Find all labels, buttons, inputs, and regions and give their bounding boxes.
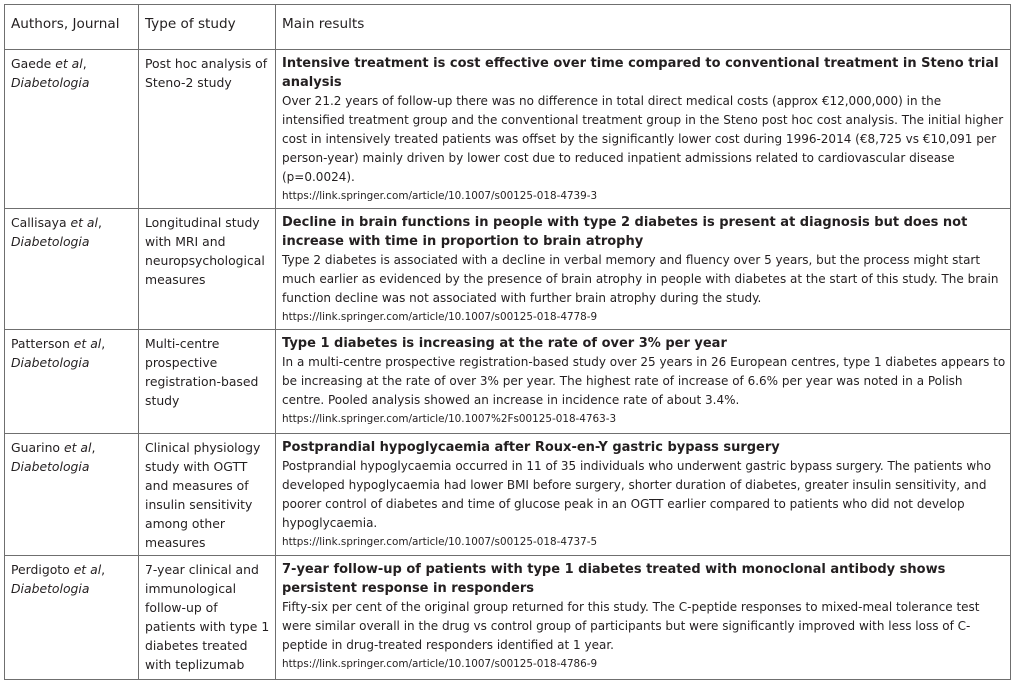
header-authors: Authors, Journal [5, 5, 139, 50]
result-headline: 7-year follow-up of patients with type 1 diabetes treated with monoclonal antibody shows persistent response in responders [282, 562, 946, 596]
article-link[interactable]: https://link.springer.com/article/10.1007%2Fs00125-018-4763-3 [282, 413, 617, 425]
header-row [5, 5, 1011, 50]
table-row [5, 556, 1011, 680]
header-results: Main results [276, 5, 1011, 50]
article-link[interactable]: https://link.springer.com/article/10.1007/s00125-018-4737-5 [282, 536, 598, 548]
results-cell [276, 209, 1011, 330]
study-type-cell: Post hoc analysis of Steno-2 study [139, 50, 276, 209]
et-al: et al [70, 215, 98, 230]
results-cell [276, 556, 1011, 680]
result-body: Postprandial hypoglycaemia occurred in 11 of 35 individuals who underwent gastric bypass surgery. The patients who developed hypoglycaemia had lower BMI before surgery, shorter duration of diabetes, greater insulin sensitivity, and poorer control of diabetes and time of glucose peak in an OGTT earlier compared to patients who did not develop hypoglycaemia. [282, 459, 992, 530]
author-name: Perdigoto [11, 562, 70, 577]
journal-name: Diabetologia [11, 355, 90, 370]
author-name: Guarino [11, 440, 61, 455]
authors-cell [5, 434, 139, 556]
authors-cell [5, 209, 139, 330]
author-name: Gaede [11, 56, 52, 71]
article-link[interactable]: https://link.springer.com/article/10.1007/s00125-018-4778-9 [282, 311, 598, 323]
results-cell [276, 330, 1011, 434]
article-link[interactable]: https://link.springer.com/article/10.1007/s00125-018-4786-9 [282, 658, 598, 670]
et-al: et al [73, 336, 102, 351]
author-comma: , [91, 440, 96, 455]
result-body: Over 21.2 years of follow-up there was no difference in total direct medical costs (approx €12,000,000) in the intensified treatment group and the conventional treatment group in the Steno post hoc cost analysis. The initial higher cost in intensively treated patients was offset by the significantly lower cost during 1996-2014 (€8,725 vs €10,091 per person-year) mainly driven by lower cost due to reduced inpatient admissions related to cardiovascular disease (p=0.0024). [282, 94, 1004, 184]
result-headline: Type 1 diabetes is increasing at the rate of over 3% per year [282, 336, 727, 351]
journal-name: Diabetologia [11, 234, 90, 249]
et-al: et al [55, 56, 83, 71]
journal-name: Diabetologia [11, 75, 90, 90]
authors-cell [5, 50, 139, 209]
journal-name: Diabetologia [11, 581, 90, 596]
author-name: Patterson [11, 336, 70, 351]
author-comma: , [101, 562, 106, 577]
table-row [5, 50, 1011, 209]
et-al: et al [63, 440, 92, 455]
author-comma: , [82, 56, 87, 71]
results-cell [276, 50, 1011, 209]
table-row [5, 434, 1011, 556]
header-type: Type of study [139, 5, 276, 50]
result-headline: Decline in brain functions in people with type 2 diabetes is present at diagnosis but does not increase with time in proportion to brain atrophy [282, 215, 968, 249]
result-body: Type 2 diabetes is associated with a decline in verbal memory and fluency over 5 years, but the process might start much earlier as evidenced by the presence of brain atrophy in people with diabetes at the start of this study. The brain function decline was not associated with further brain atrophy during the study. [282, 253, 999, 305]
authors-cell [5, 556, 139, 680]
table-row [5, 330, 1011, 434]
author-comma: , [101, 336, 106, 351]
study-type-cell: 7-year clinical and immunological follow-up of patients with type 1 diabetes treated with teplizumab [139, 556, 276, 680]
author-comma: , [97, 215, 102, 230]
study-type-cell: Multi-centre prospective registration-based study [139, 330, 276, 434]
authors-cell [5, 330, 139, 434]
table-row [5, 209, 1011, 330]
result-headline: Postprandial hypoglycaemia after Roux-en-Y gastric bypass surgery [282, 440, 780, 455]
journal-name: Diabetologia [11, 459, 90, 474]
study-type-cell: Clinical physiology study with OGTT and measures of insulin sensitivity among other measures [139, 434, 276, 556]
studies-table [4, 4, 1011, 680]
result-body: Fifty-six per cent of the original group returned for this study. The C-peptide responses to mixed-meal tolerance test were similar overall in the drug vs control group of participants but were significantly improved with less loss of C-peptide in drug-treated responders identified at 1 year. [282, 600, 980, 652]
et-al: et al [73, 562, 102, 577]
article-link[interactable]: https://link.springer.com/article/10.1007/s00125-018-4739-3 [282, 190, 598, 202]
page [4, 4, 1010, 672]
study-type-cell: Longitudinal study with MRI and neuropsychological measures [139, 209, 276, 330]
result-body: In a multi-centre prospective registration-based study over 25 years in 26 European centres, type 1 diabetes appears to be increasing at the rate of over 3% per year. The highest rate of increase of 6.6% per year was noted in a Polish centre. Pooled analysis showed an increase in incidence rate of about 3.4%. [282, 355, 1006, 407]
result-headline: Intensive treatment is cost effective over time compared to conventional treatment in Steno trial analysis [282, 56, 999, 90]
author-name: Callisaya [11, 215, 67, 230]
results-cell [276, 434, 1011, 556]
